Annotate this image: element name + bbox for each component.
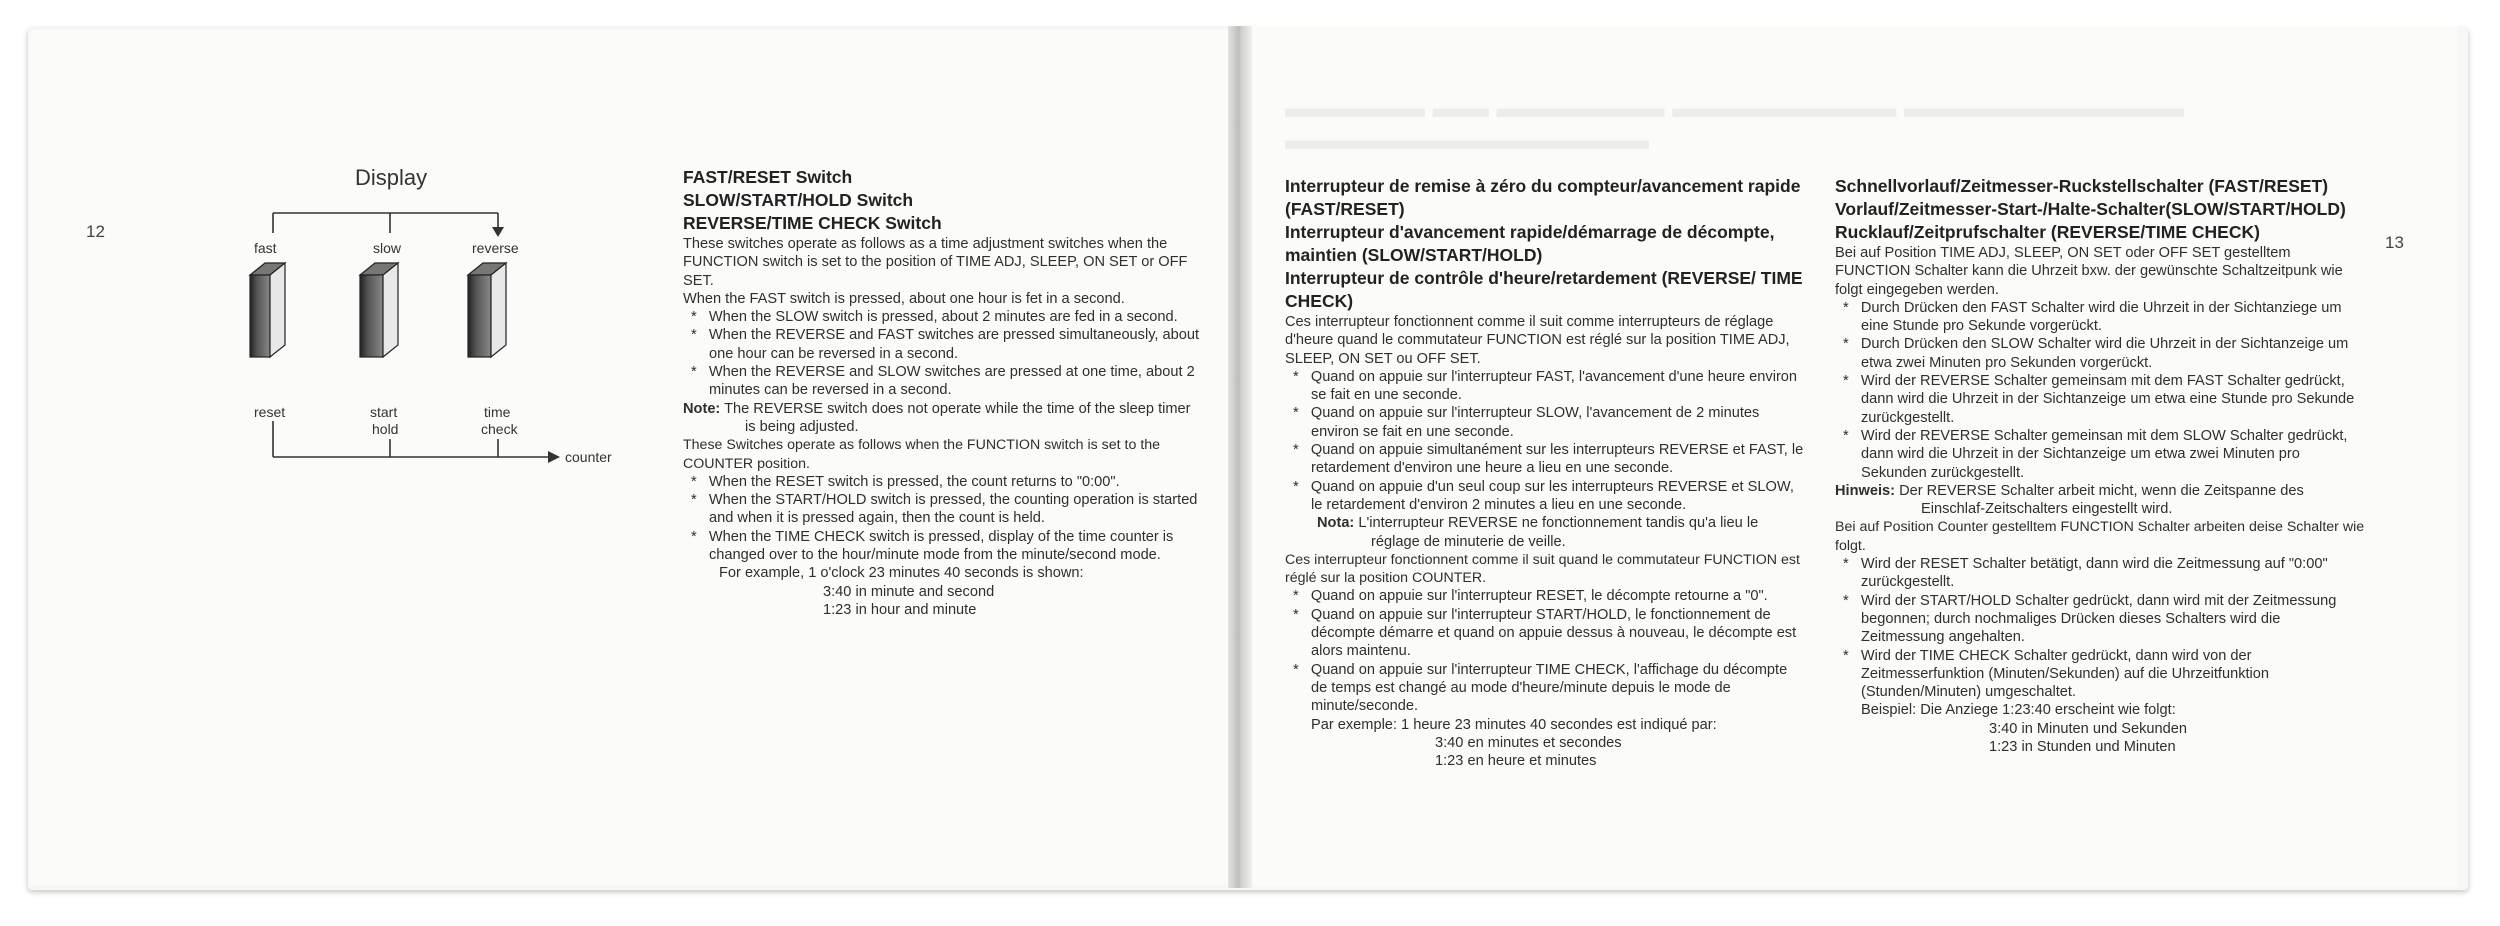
list-item: * When the RESET switch is pressed, the count returns to "0:00". (691, 473, 1120, 490)
example-line: 1:23 en heure et minutes (1435, 753, 1597, 770)
example-line: 1:23 in Stunden und Minuten (1989, 739, 2176, 756)
list-item: * Wird der REVERSE Schalter gemeinsan mit dem SLOW Schalter gedrückt, dann wird die Uhrzeit in der Sichtanzeige um etwa zwei Minuten pro Sekunden zurückgestellt. (1843, 427, 2348, 481)
list-item: * Durch Drücken den FAST Schalter wird die Uhrzeit in der Sichtanziege um eine Stunde pro Sekunde vorgerückt. (1843, 299, 2342, 335)
example-line: 3:40 in Minuten und Sekunden (1989, 720, 2187, 737)
arrow-right-icon (548, 451, 560, 463)
page-number-left: 12 (86, 222, 105, 241)
heading-fast-reset: FAST/RESET Switch (683, 167, 853, 187)
list-item: * When the SLOW switch is pressed, about 2 minutes are fed in a second. (691, 309, 1178, 326)
arrow-down-icon (492, 227, 504, 237)
example-line: 3:40 in minute and second (823, 583, 995, 600)
list-item: * Wird der REVERSE Schalter gemeinsam mit dem FAST Schalter gedrückt, dann wird die Uhrzeit in der Sichtanzeige um etwa eine Stunde pro Sekunde zurückgestellt. (1843, 373, 2355, 426)
list-item: * Quand on appuie sur l'interrupteur START/HOLD, le fonctionnement de décompte démarre et quand on appuie dessus à nouveau, le décompte est alors maintenu. (1293, 606, 1797, 660)
label-check: check (481, 421, 518, 437)
intro-text-2: Bei auf Position Counter gestelltem FUNCTION Schalter arbeiten deise Schalter wie folgt. (1835, 519, 2365, 554)
list-item: * Wird der START/HOLD Schalter gedrückt, dann wird mit der Zeitmessung begonnen; durch nochmaliges Drücken dieses Schalters wird die Zeitmessung angehalten. (1843, 592, 2337, 646)
heading-reverse-time-check: Rucklauf/Zeitprufschalter (REVERSE/TIME CHECK) (1835, 222, 2260, 242)
heading-reverse-time-check: REVERSE/TIME CHECK Switch (683, 213, 942, 233)
switch-diagram (220, 195, 640, 475)
label-hold: hold (372, 421, 399, 437)
label-reset: reset (254, 404, 286, 420)
list-item: * When the START/HOLD switch is pressed, the counting operation is started and when it is pressed again, then the count is held. (691, 492, 1198, 527)
label-time: time (484, 404, 511, 420)
intro-text: Bei auf Position TIME ADJ, SLEEP, ON SET oder OFF SET gestelltem FUNCTION Schalter kann die Uhrzeit bxw. der gewünschte Schaltzeitpunk wie folgt eingegeben werden. (1835, 245, 2343, 298)
intro-text-2: Ces interrupteur fonctionnent comme il suit quand le commutateur FUNCTION est réglé sur la position COUNTER. (1285, 551, 1800, 587)
intro-text: Ces interrupteur fonctionnent comme il suit comme interrupteurs de réglage d'heure quand le commutateur FUNCTION est réglé sur la position TIME ADJ, SLEEP, ON SET ou OFF SET. (1285, 314, 1790, 367)
label-counter: counter (565, 449, 612, 465)
list-item: * Quand on appuie simultanément sur les interrupteurs REVERSE et FAST, le retardement d'environ une heure a lieu en une seconde. (1293, 442, 1804, 477)
german-column (1835, 175, 2365, 756)
intro-text: These switches operate as follows as a time adjustment switches when the FUNCTION switch is set to the position of TIME ADJ, SLEEP, ON SET or OFF SET. (683, 236, 1188, 289)
list-item: * When the REVERSE and FAST switches are pressed simultaneously, about one hour can be reversed in a second. (691, 327, 1200, 362)
example-line: 3:40 en minutes et secondes (1435, 734, 1622, 751)
note-text: Hinweis: Der REVERSE Schalter arbeit micht, wenn die Zeitspanne des Einschlaf-Zeitschalters eingestellt wird. (1835, 482, 2304, 518)
switch-reverse (468, 263, 506, 357)
heading-slow-start-hold: Vorlauf/Zeitmesser-Start-/Halte-Schalter(SLOW/START/HOLD) (1835, 199, 2346, 219)
heading-fast-reset: Schnellvorlauf/Zeitmesser-Ruckstellschalter (FAST/RESET) (1835, 176, 2329, 196)
note-text: Nota: L'interrupteur REVERSE ne fonctionnement tandis qu'a lieu le réglage de minuterie de veille. (1317, 515, 1759, 550)
diagram-title: Display (355, 165, 428, 190)
label-reverse: reverse (472, 240, 519, 256)
intro-text-2: These Switches operate as follows when the FUNCTION switch is set to the COUNTER position. (683, 437, 1161, 472)
switch-fast (250, 263, 285, 357)
book-gutter (1228, 26, 1252, 888)
example-text: For example, 1 o'clock 23 minutes 40 seconds is shown: (719, 565, 1084, 582)
list-item: * Quand on appuie sur l'interrupteur SLOW, l'avancement de 2 minutes environ se fait en une seconde. (1293, 405, 1760, 440)
heading-slow-start-hold: Interrupteur d'avancement rapide/démarrage de décompte, maintien (SLOW/START/HOLD) (1285, 222, 1775, 265)
list-item: * Quand on appuie d'un seul coup sur les interrupteurs REVERSE et SLOW, le retardement d'environ 2 minutes a lieu en une seconde. (1293, 478, 1794, 513)
list-item: * Quand on appuie sur l'interrupteur RESET, le décompte retourne a "0". (1293, 588, 1768, 605)
list-item: * When the TIME CHECK switch is pressed, display of the time counter is changed over to the hour/minute mode from the minute/second mode. (691, 528, 1174, 564)
fast-text: When the FAST switch is pressed, about one hour is fet in a second. (683, 290, 1125, 307)
page-number-right: 13 (2385, 233, 2404, 252)
top-bracket (273, 213, 498, 233)
heading-fast-reset: Interrupteur de remise à zéro du compteur/avancement rapide (FAST/RESET) (1285, 176, 1801, 219)
list-item: * Wird der TIME CHECK Schalter gedrückt, dann wird von der Zeitmesserfunktion (Minuten/Sekunden) auf die Uhrzeitfunktion (Stunden/Minuten) umgeschaltet. (1843, 647, 2270, 701)
heading-reverse-time-check: Interrupteur de contrôle d'heure/retardement (REVERSE/ TIME CHECK) (1285, 268, 1803, 311)
example-text: Beispiel: Die Anziege 1:23:40 erscheint wie folgt: (1861, 702, 2176, 719)
english-column (683, 166, 1201, 619)
label-start: start (370, 404, 398, 420)
label-fast: fast (254, 240, 277, 256)
switch-slow (360, 263, 398, 357)
list-item: * Quand on appuie sur l'interrupteur FAST, l'avancement d'une heure environ se fait en une seconde. (1293, 368, 1798, 404)
list-item: * Durch Drücken den SLOW Schalter wird die Uhrzeit in der Sichtanzeige um etwa zwei Minuten pro Sekunden vorgerückt. (1843, 336, 2349, 371)
example-line: 1:23 in hour and minute (823, 601, 977, 618)
french-column (1285, 175, 1805, 770)
note-text: Note: The REVERSE switch does not operate while the time of the sleep timer is being adjusted. (683, 400, 1191, 435)
show-through-text: ▬▬▬▬▬ ▬▬ ▬▬▬▬▬▬ ▬▬▬▬▬▬▬▬ ▬▬▬▬▬▬▬▬▬▬ ▬▬▬▬▬▬▬▬▬▬▬▬▬ (1285, 92, 2185, 155)
heading-slow-start-hold: SLOW/START/HOLD Switch (683, 190, 914, 210)
example-text: Par exemple: 1 heure 23 minutes 40 secondes est indiqué par: (1311, 716, 1717, 733)
label-slow: slow (373, 240, 402, 256)
list-item: * Wird der RESET Schalter betätigt, dann wird die Zeitmessung auf "0:00" zurückgestellt. (1843, 556, 2328, 591)
list-item: * When the REVERSE and SLOW switches are pressed at one time, about 2 minutes can be reversed in a second. (691, 364, 1195, 399)
list-item: * Quand on appuie sur l'interrupteur TIME CHECK, l'affichage du décompte de temps est changé au mode d'heure/minute depuis le mode de minute/seconde. (1293, 661, 1788, 715)
